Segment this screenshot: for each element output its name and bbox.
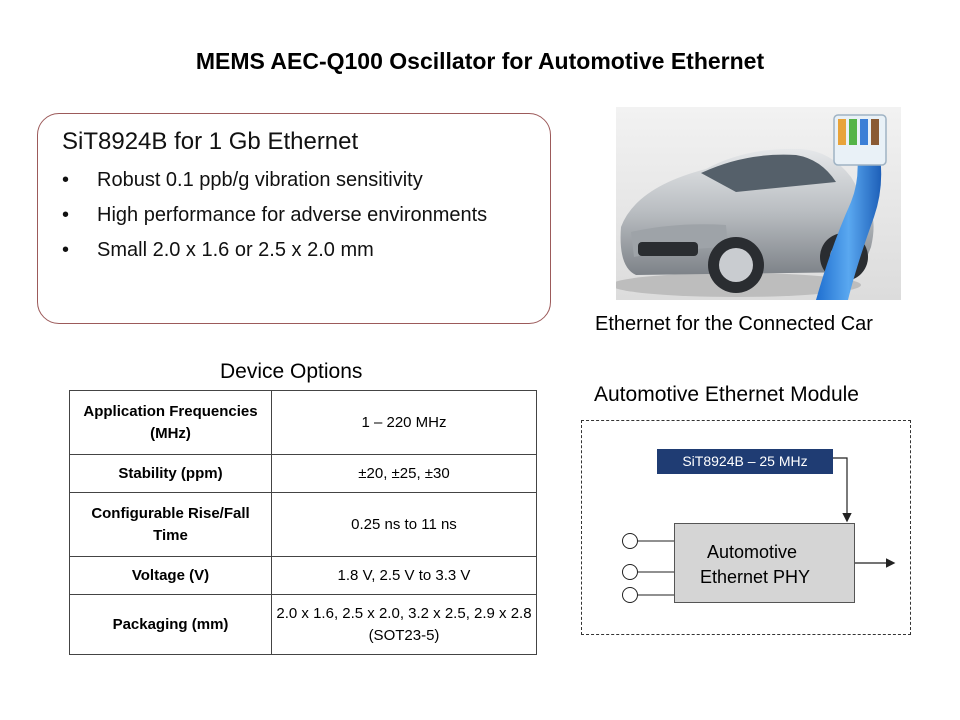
port-circle-icon bbox=[623, 588, 638, 603]
row-label: Stability (ppm) bbox=[70, 455, 272, 493]
oscillator-chip-label: SiT8924B – 25 MHz bbox=[657, 449, 833, 474]
row-label: Packaging (mm) bbox=[70, 595, 272, 655]
bullet-icon: • bbox=[62, 169, 70, 191]
row-value: 0.25 ns to 11 ns bbox=[272, 493, 537, 557]
row-label: Configurable Rise/Fall Time bbox=[70, 493, 272, 557]
phy-label-line2: Ethernet PHY bbox=[700, 567, 811, 587]
row-value: 1.8 V, 2.5 V to 3.3 V bbox=[272, 557, 537, 595]
bullet-text: High performance for adverse environments bbox=[97, 204, 488, 226]
photo-caption: Ethernet for the Connected Car bbox=[595, 313, 873, 335]
clock-signal-arrow bbox=[833, 458, 847, 520]
device-options-title: Device Options bbox=[220, 360, 363, 383]
callout-heading: SiT8924B for 1 Gb Ethernet bbox=[62, 128, 359, 155]
module-title: Automotive Ethernet Module bbox=[594, 383, 859, 406]
row-label: Voltage (V) bbox=[70, 557, 272, 595]
row-value: ±20, ±25, ±30 bbox=[272, 455, 537, 493]
bullet-icon: • bbox=[62, 239, 70, 261]
port-circle-icon bbox=[623, 534, 638, 549]
row-value: 1 – 220 MHz bbox=[272, 391, 537, 455]
phy-label-line1: Automotive bbox=[707, 542, 798, 562]
port-circle-icon bbox=[623, 565, 638, 580]
slide-title: MEMS AEC-Q100 Oscillator for Automotive Ethernet bbox=[195, 48, 765, 74]
row-value: 2.0 x 1.6, 2.5 x 2.0, 3.2 x 2.5, 2.9 x 2.8 (SOT23-5) bbox=[272, 595, 537, 655]
bullet-icon: • bbox=[62, 204, 70, 226]
bullet-text: Small 2.0 x 1.6 or 2.5 x 2.0 mm bbox=[97, 239, 374, 261]
bullet-text: Robust 0.1 ppb/g vibration sensitivity bbox=[97, 169, 423, 191]
row-label: Application Frequencies (MHz) bbox=[70, 391, 272, 455]
